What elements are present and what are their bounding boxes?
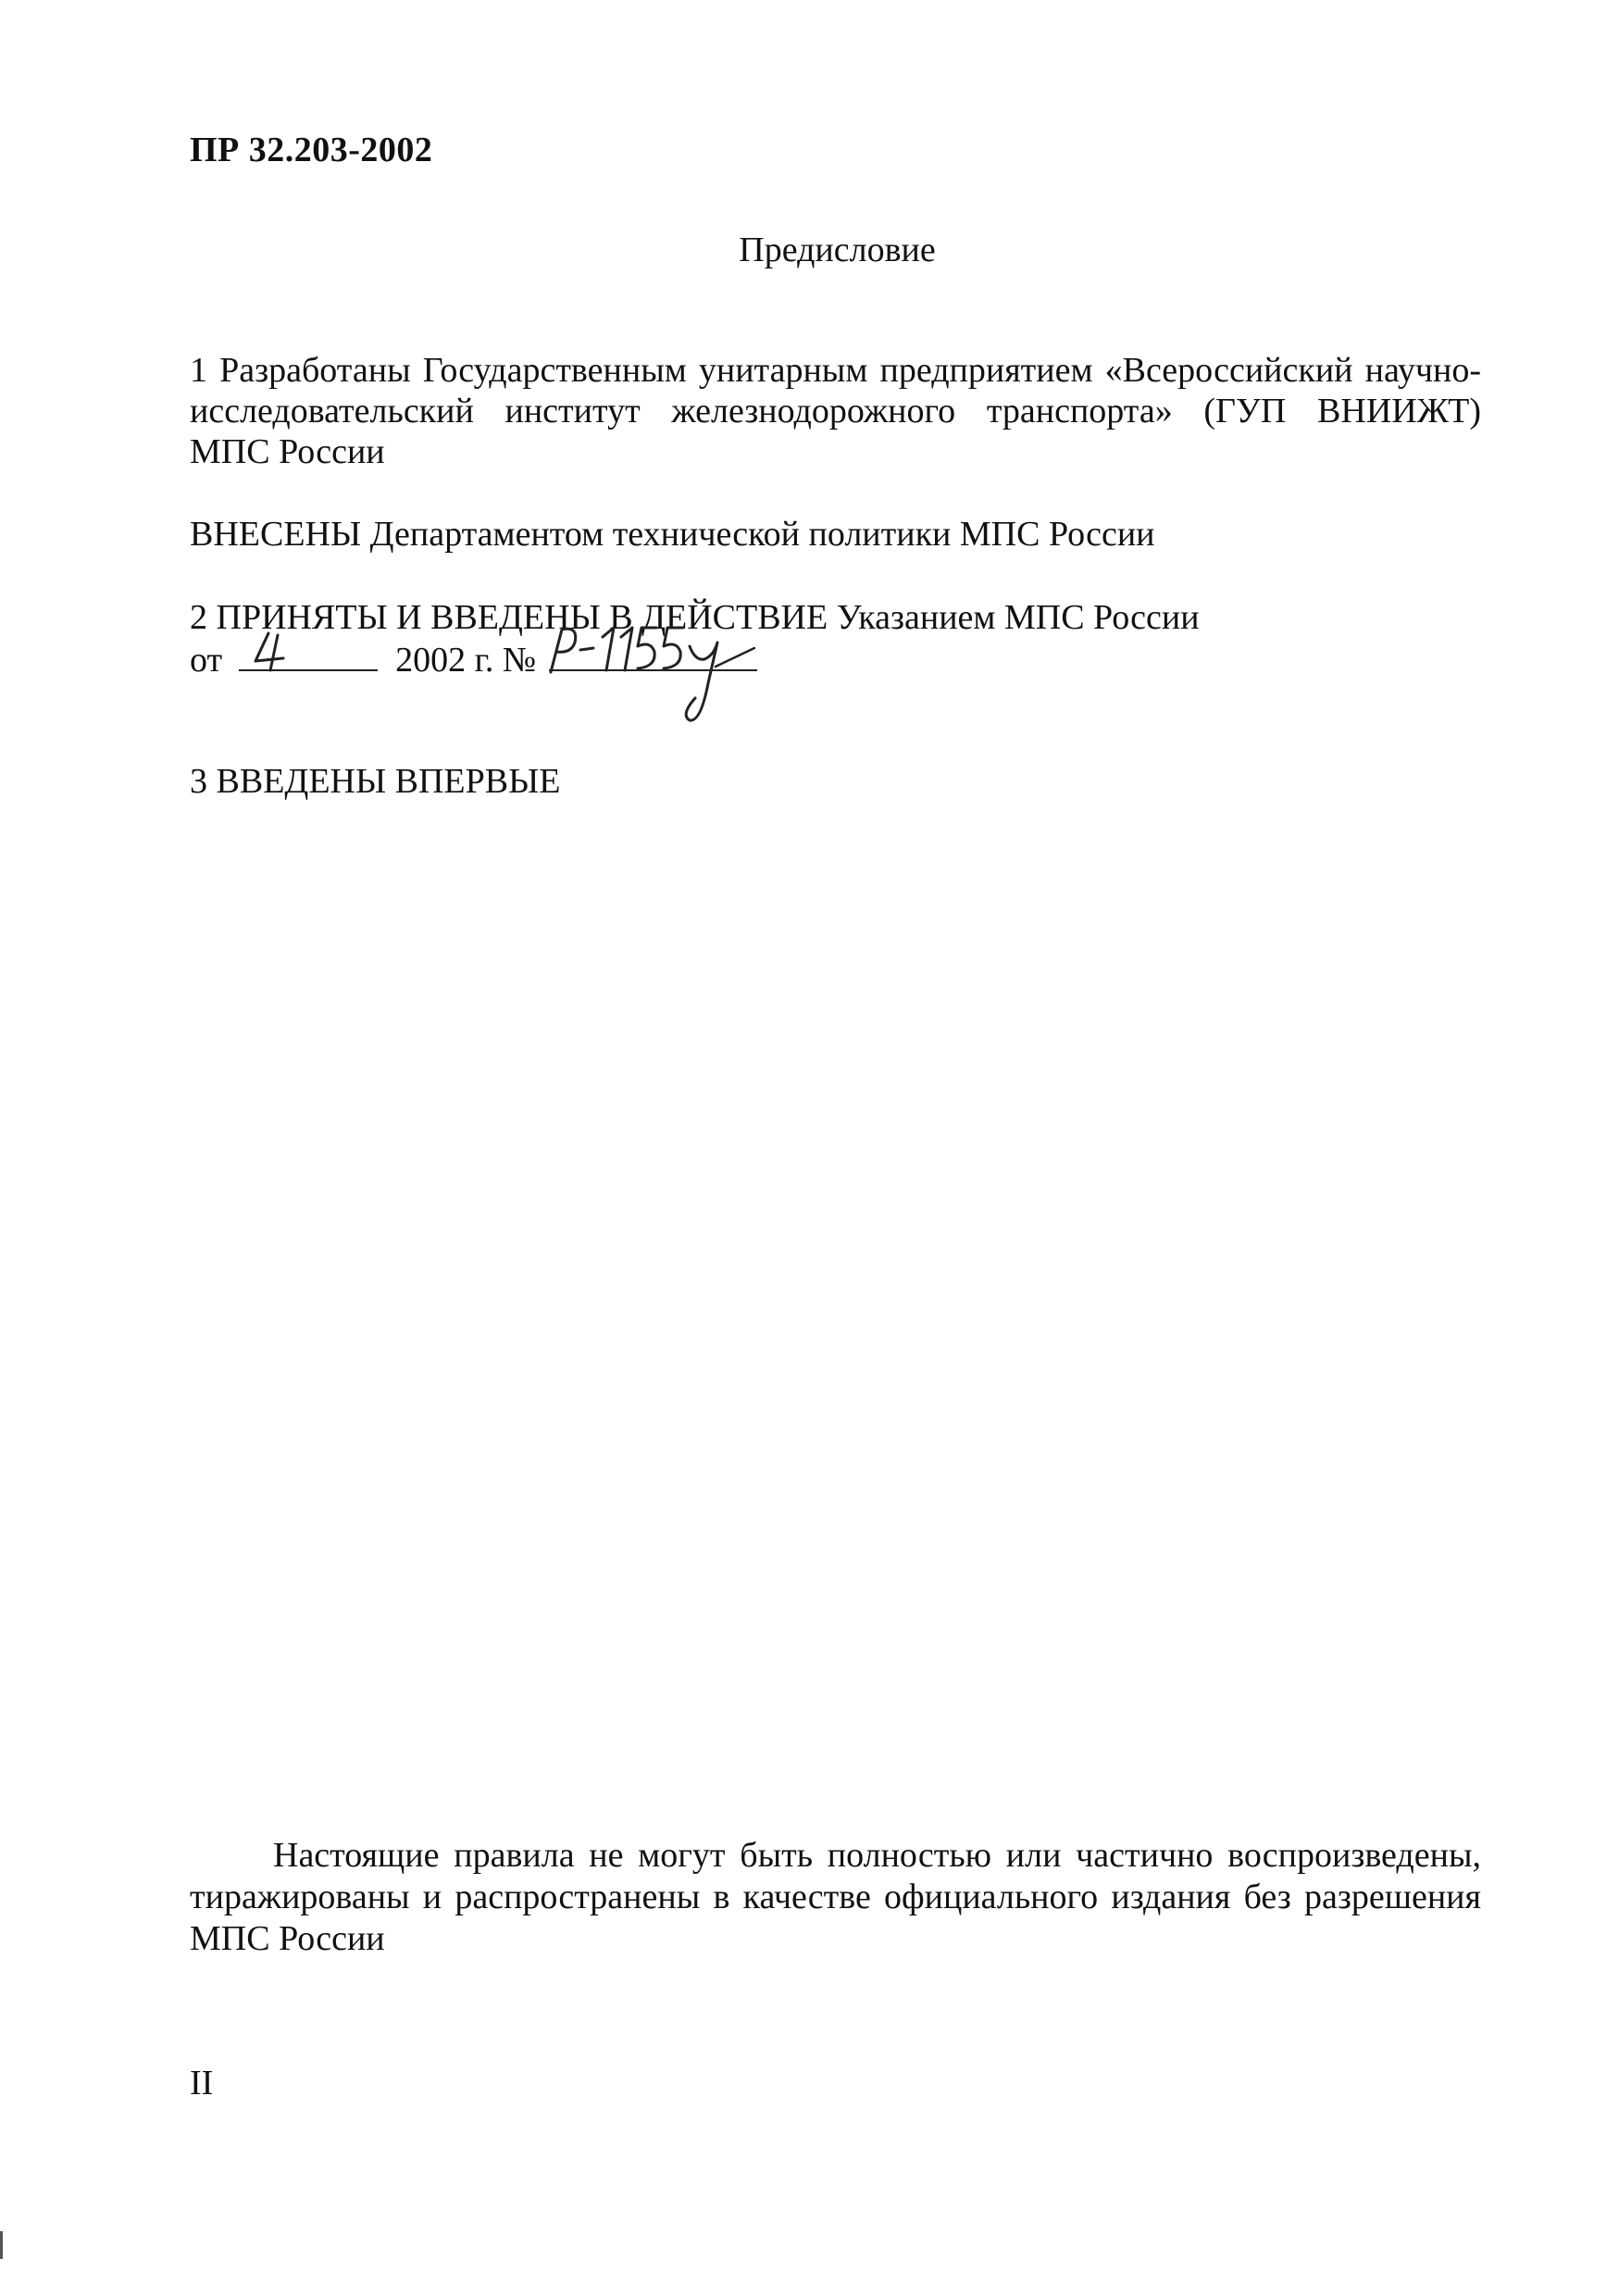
item-3-text: 3 ВВЕДЕНЫ ВПЕРВЫЕ	[190, 762, 561, 801]
introduced-by	[190, 514, 1481, 555]
year-text: 2002 г. №	[395, 641, 537, 680]
page-number: II	[190, 2064, 214, 2103]
item-2-adopted	[190, 597, 1481, 680]
document-code: ПР 32.203-2002	[190, 131, 433, 169]
item-1-line-1: 1 Разработаны Государственным унитарным предприятием «Всероссийский научно-	[190, 351, 1481, 390]
copyright-line-1: Настоящие правила не могут быть полностью или частично воспроизведены,	[273, 1836, 1481, 1875]
from-label: от	[190, 641, 223, 680]
item-3-first-introduced	[190, 761, 1481, 802]
item-1-line-2: исследовательский институт железнодорожного транспорта» (ГУП ВНИИЖТ)	[190, 392, 1481, 430]
item-2-line-1: 2 ПРИНЯТЫ И ВВЕДЕНЫ В ДЕЙСТВИЕ Указанием МПС России	[190, 598, 1200, 637]
item-1-line-3: МПС России	[190, 432, 385, 471]
copyright-notice	[190, 1835, 1481, 1960]
copyright-line-3: МПС России	[190, 1919, 385, 1958]
scan-edge-mark	[0, 2231, 3, 2259]
copyright-line-2: тиражированы и распространены в качестве официального издания без разрешения	[190, 1878, 1481, 1916]
day-blank-field	[239, 638, 378, 671]
item-2-line-2	[190, 638, 1481, 680]
item-1-developed-by	[190, 350, 1481, 472]
introduced-by-text: ВНЕСЕНЫ Департаментом технической политики МПС России	[190, 515, 1155, 554]
preface-title: Предисловие	[739, 231, 936, 269]
number-blank-field	[549, 638, 757, 671]
